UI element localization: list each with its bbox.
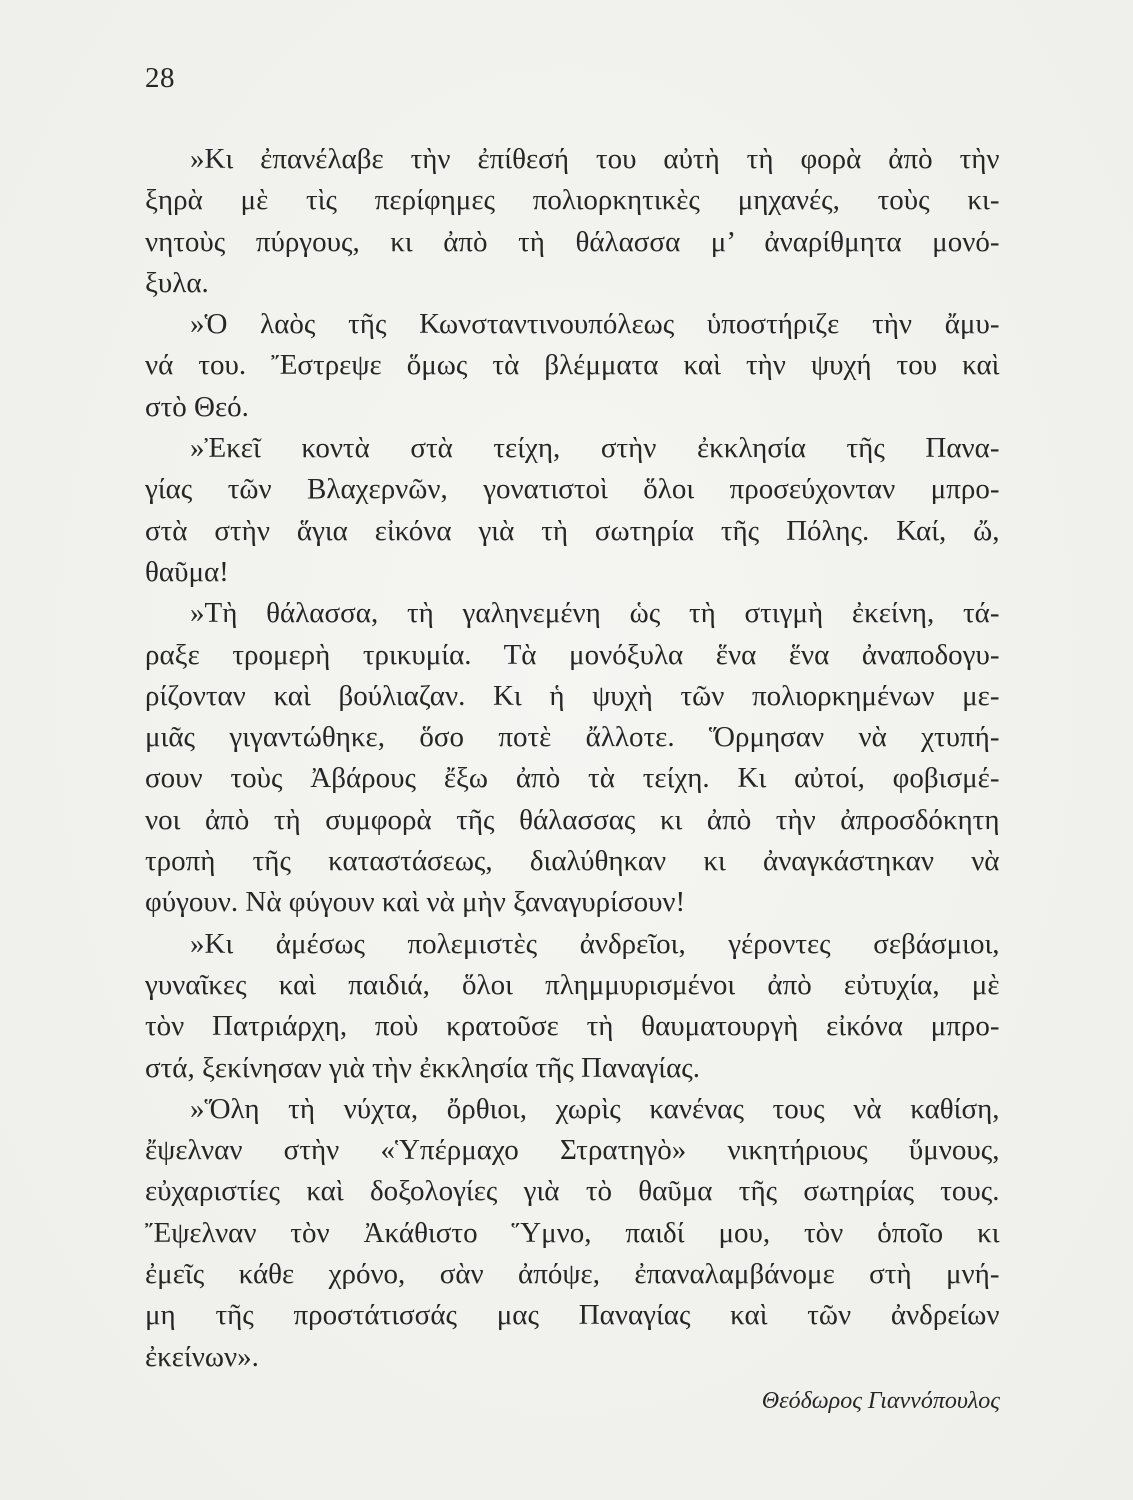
paragraph	[145, 1089, 1000, 1378]
paragraph	[145, 593, 1000, 923]
text-line-text: μιᾶς γιγαντώθηκε, ὅσο ποτὲ ἄλλοτε. Ὅρμησαν νὰ χτυπή-	[145, 721, 1000, 754]
text-line	[145, 841, 1000, 882]
text-line	[145, 1089, 1000, 1130]
text-line-text: Ἔψελναν τὸν Ἀκάθιστο Ὕμνο, παιδί μου, τὸν ὁποῖο κι	[145, 1216, 1000, 1249]
text-line	[145, 552, 1000, 593]
text-line	[145, 965, 1000, 1006]
paragraph	[145, 304, 1000, 428]
text-line	[145, 304, 1000, 345]
text-line	[145, 593, 1000, 634]
text-line	[145, 717, 1000, 758]
author-signature: Θεόδωρος Γιαννόπουλος	[761, 1388, 1000, 1414]
text-line	[145, 1254, 1000, 1295]
text-line	[145, 222, 1000, 263]
text-line	[145, 511, 1000, 552]
text-line-text: ρίζονταν καὶ βούλιαζαν. Κι ἡ ψυχὴ τῶν πολιορκημένων με-	[145, 679, 1000, 712]
text-line-text: νά του. Ἔστρεψε ὅμως τὰ βλέμματα καὶ τὴν ψυχή του καὶ	[145, 349, 1000, 382]
text-line	[145, 428, 1000, 469]
page-number: 28	[145, 62, 175, 94]
text-line	[145, 758, 1000, 799]
text-line-text: σουν τοὺς Ἀβάρους ἔξω ἀπὸ τὰ τείχη. Κι αὐτοί, φοβισμέ-	[145, 762, 1000, 795]
text-line	[145, 1337, 1000, 1378]
text-line	[145, 139, 1000, 180]
text-line	[145, 1048, 1000, 1089]
text-line	[145, 469, 1000, 510]
paragraph	[145, 924, 1000, 1089]
text-line-text: ἐκείνων».	[145, 1340, 259, 1373]
text-line-text: θαῦμα!	[145, 555, 229, 588]
text-line-text: νητοὺς πύργους, κι ἀπὸ τὴ θάλασσα μ’ ἀναρίθμητα μονό-	[145, 225, 1000, 258]
text-line-text: »Κι ἐπανέλαβε τὴν ἐπίθεσή του αὐτὴ τὴ φορὰ ἀπὸ τὴν	[190, 143, 1000, 175]
paragraph	[145, 139, 1000, 304]
text-line-text: στά, ξεκίνησαν γιὰ τὴν ἐκκλησία τῆς Παναγίας.	[145, 1051, 701, 1084]
text-line	[145, 1213, 1000, 1254]
text-line-text: »Ὁ λαὸς τῆς Κωνσταντινουπόλεως ὑποστήριζε τὴν ἄμυ-	[190, 308, 1000, 341]
text-line-text: »Τὴ θάλασσα, τὴ γαληνεμένη ὡς τὴ στιγμὴ ἐκείνη, τά-	[190, 597, 1000, 630]
text-line-text: γίας τῶν Βλαχερνῶν, γονατιστοὶ ὅλοι προσεύχονταν μπρο-	[145, 473, 1000, 506]
text-line-text: στὸ Θεό.	[145, 390, 249, 423]
body-text	[145, 139, 1000, 1378]
paragraph	[145, 428, 1000, 593]
text-line-text: εὐχαριστίες καὶ δοξολογίες γιὰ τὸ θαῦμα τῆς σωτηρίας τους.	[145, 1175, 1000, 1208]
text-line-text: ξηρὰ μὲ τὶς περίφημες πολιορκητικὲς μηχανές, τοὺς κι-	[145, 184, 1000, 217]
text-line-text: »Κι ἀμέσως πολεμιστὲς ἀνδρεῖοι, γέροντες σεβάσμιοι,	[190, 927, 1000, 960]
text-line-text: »Ἐκεῖ κοντὰ στὰ τείχη, στὴν ἐκκλησία τῆς Πανα-	[190, 432, 1000, 465]
text-line-text: »Ὅλη τὴ νύχτα, ὄρθιοι, χωρὶς κανένας τους νὰ καθίση,	[190, 1092, 1000, 1125]
text-line	[145, 387, 1000, 428]
text-line	[145, 263, 1000, 304]
text-line	[145, 882, 1000, 923]
text-line	[145, 1130, 1000, 1171]
text-line-text: φύγουν. Νὰ φύγουν καὶ νὰ μὴν ξαναγυρίσουν!	[145, 886, 686, 919]
text-line	[145, 180, 1000, 221]
text-line-text: γυναῖκες καὶ παιδιά, ὅλοι πλημμυρισμένοι ἀπὸ εὐτυχία, μὲ	[145, 968, 1000, 1001]
text-line	[145, 676, 1000, 717]
text-line-text: τροπὴ τῆς καταστάσεως, διαλύθηκαν κι ἀναγκάστηκαν νὰ	[145, 845, 1000, 878]
text-line-text: ραξε τρομερὴ τρικυμία. Τὰ μονόξυλα ἕνα ἕνα ἀναποδογυ-	[145, 638, 1000, 671]
text-line	[145, 1295, 1000, 1336]
text-line-text: τὸν Πατριάρχη, ποὺ κρατοῦσε τὴ θαυματουργὴ εἰκόνα μπρο-	[145, 1010, 1000, 1043]
text-line-text: νοι ἀπὸ τὴ συμφορὰ τῆς θάλασσας κι ἀπὸ τὴν ἀπροσδόκητη	[145, 803, 1000, 836]
text-line	[145, 635, 1000, 676]
text-line-text: ἐμεῖς κάθε χρόνο, σὰν ἀπόψε, ἐπαναλαμβάνομε στὴ μνή-	[145, 1258, 1000, 1291]
text-line	[145, 1171, 1000, 1212]
text-line-text: ξυλα.	[145, 266, 209, 299]
text-line-text: ἔψελναν στὴν «Ὑπέρμαχο Στρατηγὸ» νικητήριους ὕμνους,	[145, 1134, 1000, 1167]
text-line	[145, 800, 1000, 841]
text-line-text: στὰ στὴν ἅγια εἰκόνα γιὰ τὴ σωτηρία τῆς Πόλης. Καί, ὤ,	[145, 514, 1000, 547]
text-line-text: μη τῆς προστάτισσάς μας Παναγίας καὶ τῶν ἀνδρείων	[145, 1299, 1000, 1332]
text-line	[145, 1006, 1000, 1047]
text-line	[145, 924, 1000, 965]
text-line	[145, 345, 1000, 386]
